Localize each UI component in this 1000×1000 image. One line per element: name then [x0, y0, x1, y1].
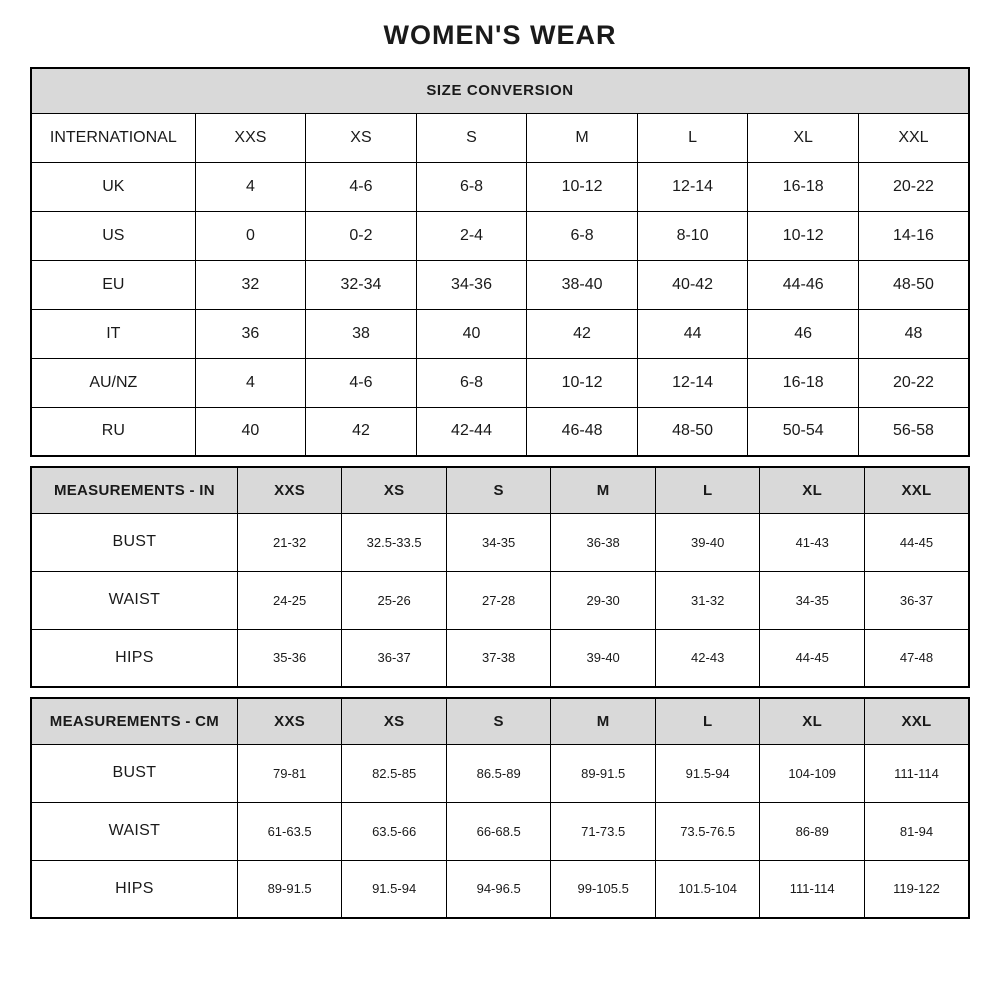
- cell: 46: [748, 309, 859, 358]
- cell: 39-40: [655, 513, 760, 571]
- cell: 81-94: [864, 802, 969, 860]
- table-row: [31, 629, 969, 687]
- cell: 91.5-94: [342, 860, 447, 918]
- column-header: XXS: [237, 698, 342, 744]
- cell: 86.5-89: [446, 744, 551, 802]
- column-header: S: [446, 467, 551, 513]
- cell: 63.5-66: [342, 802, 447, 860]
- row-label: HIPS: [31, 860, 237, 918]
- cell: 40: [195, 407, 306, 456]
- cell: 41-43: [760, 513, 865, 571]
- table-row: [31, 744, 969, 802]
- cell: 111-114: [760, 860, 865, 918]
- cell: 32: [195, 260, 306, 309]
- cell: 29-30: [551, 571, 656, 629]
- column-header: XL: [760, 467, 865, 513]
- table-row: [31, 571, 969, 629]
- cell: 0: [195, 211, 306, 260]
- cell: 101.5-104: [655, 860, 760, 918]
- table-title-row: [31, 68, 969, 113]
- cell: 34-36: [416, 260, 527, 309]
- cell: 24-25: [237, 571, 342, 629]
- row-label: HIPS: [31, 629, 237, 687]
- table-row: [31, 260, 969, 309]
- row-label: RU: [31, 407, 195, 456]
- column-header: M: [527, 113, 638, 162]
- corner-header: MEASUREMENTS - CM: [31, 698, 237, 744]
- cell: 42: [306, 407, 417, 456]
- cell: 27-28: [446, 571, 551, 629]
- corner-header: INTERNATIONAL: [31, 113, 195, 162]
- header-row: [31, 467, 969, 513]
- cell: 34-35: [446, 513, 551, 571]
- cell: 104-109: [760, 744, 865, 802]
- cell: 48: [858, 309, 969, 358]
- column-header: L: [637, 113, 748, 162]
- cell: 89-91.5: [237, 860, 342, 918]
- cell: 20-22: [858, 162, 969, 211]
- cell: 36: [195, 309, 306, 358]
- column-header: S: [416, 113, 527, 162]
- size-conversion-table: [30, 67, 970, 457]
- table-row: [31, 162, 969, 211]
- cell: 37-38: [446, 629, 551, 687]
- cell: 2-4: [416, 211, 527, 260]
- cell: 14-16: [858, 211, 969, 260]
- cell: 50-54: [748, 407, 859, 456]
- cell: 66-68.5: [446, 802, 551, 860]
- cell: 73.5-76.5: [655, 802, 760, 860]
- cell: 46-48: [527, 407, 638, 456]
- cell: 4: [195, 162, 306, 211]
- cell: 10-12: [748, 211, 859, 260]
- header-row: [31, 113, 969, 162]
- cell: 36-37: [342, 629, 447, 687]
- cell: 16-18: [748, 358, 859, 407]
- cell: 39-40: [551, 629, 656, 687]
- column-header: XXL: [858, 113, 969, 162]
- table-row: [31, 802, 969, 860]
- column-header: XS: [306, 113, 417, 162]
- cell: 4-6: [306, 358, 417, 407]
- cell: 47-48: [864, 629, 969, 687]
- header-row: [31, 698, 969, 744]
- row-label: BUST: [31, 513, 237, 571]
- cell: 44-46: [748, 260, 859, 309]
- column-header: L: [655, 467, 760, 513]
- cell: 16-18: [748, 162, 859, 211]
- cell: 12-14: [637, 162, 748, 211]
- column-header: XXL: [864, 467, 969, 513]
- cell: 71-73.5: [551, 802, 656, 860]
- cell: 44: [637, 309, 748, 358]
- cell: 8-10: [637, 211, 748, 260]
- cell: 4: [195, 358, 306, 407]
- column-header: XXL: [864, 698, 969, 744]
- row-label: EU: [31, 260, 195, 309]
- column-header: XS: [342, 698, 447, 744]
- table-row: [31, 860, 969, 918]
- row-label: US: [31, 211, 195, 260]
- cell: 34-35: [760, 571, 865, 629]
- cell: 111-114: [864, 744, 969, 802]
- cell: 4-6: [306, 162, 417, 211]
- row-label: AU/NZ: [31, 358, 195, 407]
- cell: 31-32: [655, 571, 760, 629]
- cell: 91.5-94: [655, 744, 760, 802]
- table-row: [31, 358, 969, 407]
- cell: 42: [527, 309, 638, 358]
- cell: 61-63.5: [237, 802, 342, 860]
- cell: 25-26: [342, 571, 447, 629]
- column-header: XXS: [237, 467, 342, 513]
- row-label: WAIST: [31, 571, 237, 629]
- cell: 32.5-33.5: [342, 513, 447, 571]
- table-row: [31, 211, 969, 260]
- column-header: M: [551, 467, 656, 513]
- cell: 12-14: [637, 358, 748, 407]
- cell: 10-12: [527, 358, 638, 407]
- column-header: XXS: [195, 113, 306, 162]
- row-label: WAIST: [31, 802, 237, 860]
- cell: 42-44: [416, 407, 527, 456]
- cell: 40-42: [637, 260, 748, 309]
- row-label: BUST: [31, 744, 237, 802]
- cell: 119-122: [864, 860, 969, 918]
- page-title: WOMEN'S WEAR: [383, 20, 617, 50]
- cell: 10-12: [527, 162, 638, 211]
- cell: 21-32: [237, 513, 342, 571]
- row-label: IT: [31, 309, 195, 358]
- column-header: XL: [748, 113, 859, 162]
- column-header: S: [446, 698, 551, 744]
- cell: 56-58: [858, 407, 969, 456]
- cell: 20-22: [858, 358, 969, 407]
- cell: 48-50: [858, 260, 969, 309]
- cell: 99-105.5: [551, 860, 656, 918]
- cell: 6-8: [527, 211, 638, 260]
- cell: 44-45: [760, 629, 865, 687]
- table-row: [31, 407, 969, 456]
- column-header: XL: [760, 698, 865, 744]
- cell: 82.5-85: [342, 744, 447, 802]
- cell: 40: [416, 309, 527, 358]
- cell: 89-91.5: [551, 744, 656, 802]
- cell: 6-8: [416, 162, 527, 211]
- row-label: UK: [31, 162, 195, 211]
- cell: 36-38: [551, 513, 656, 571]
- table-row: [31, 513, 969, 571]
- column-header: XS: [342, 467, 447, 513]
- cell: 42-43: [655, 629, 760, 687]
- column-header: L: [655, 698, 760, 744]
- table-row: [31, 309, 969, 358]
- measurements-cm-table: [30, 697, 970, 919]
- cell: 6-8: [416, 358, 527, 407]
- cell: 38: [306, 309, 417, 358]
- column-header: M: [551, 698, 656, 744]
- cell: 86-89: [760, 802, 865, 860]
- cell: 38-40: [527, 260, 638, 309]
- table-title: SIZE CONVERSION: [31, 68, 969, 113]
- cell: 79-81: [237, 744, 342, 802]
- cell: 44-45: [864, 513, 969, 571]
- cell: 35-36: [237, 629, 342, 687]
- measurements-in-table: [30, 466, 970, 688]
- cell: 36-37: [864, 571, 969, 629]
- cell: 0-2: [306, 211, 417, 260]
- corner-header: MEASUREMENTS - IN: [31, 467, 237, 513]
- cell: 48-50: [637, 407, 748, 456]
- cell: 94-96.5: [446, 860, 551, 918]
- cell: 32-34: [306, 260, 417, 309]
